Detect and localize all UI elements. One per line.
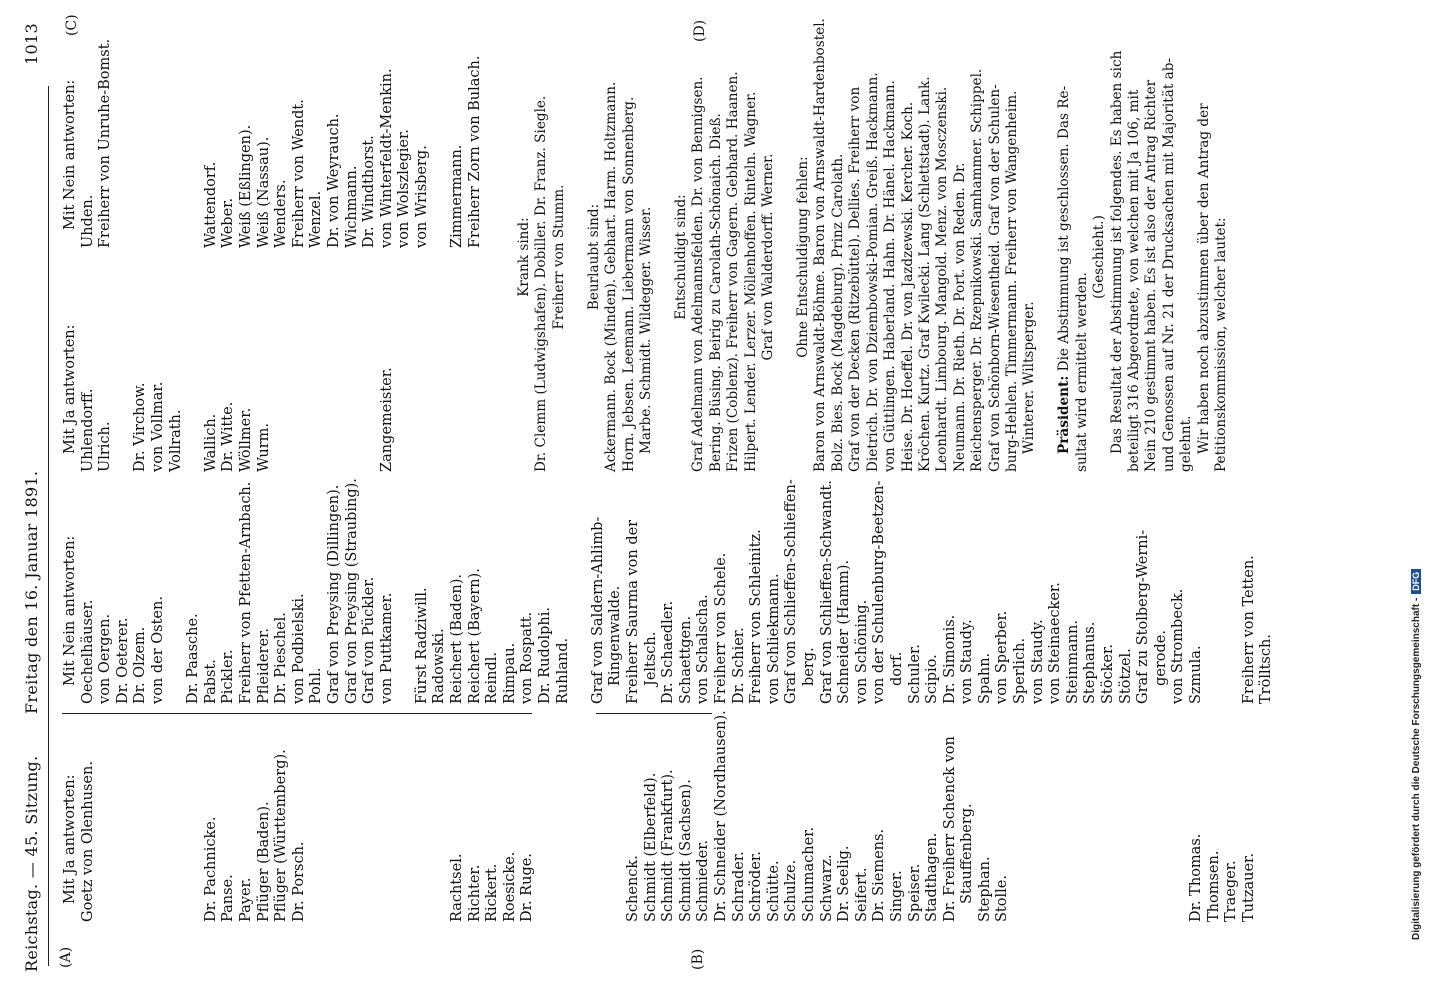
prose-line: Graf von Schönborn-Wiesentheid. Graf von der Schulen- [986, 84, 1003, 472]
name-line: Stadthagen. [924, 832, 941, 922]
prose-line: Das Resultat der Abstimmung ist folgendes. Es haben sich [1108, 50, 1125, 454]
name-line: Schaettgen. [677, 615, 694, 704]
prose-line: und Genossen auf Nr. 21 der Drucksachen mit Majorität ab- [1160, 58, 1177, 472]
name-line: Freiherr Saurma von der [625, 519, 641, 704]
geschieht-note: (Geschieht.) [1091, 215, 1108, 299]
name-line: Graf von Schlieffen-Schlieffen- [783, 479, 800, 704]
prose-line: Leonhardt. Limbourg. Mangold. Menz. von Mosczenski. [934, 86, 951, 472]
krank-heading: Krank sind: [516, 217, 532, 297]
name-line: von Schliekmann. [765, 573, 782, 704]
name-line: Schmidt (Elberfeld). [642, 772, 659, 922]
name-line: Pflüger (Baden). [255, 801, 272, 922]
margin-mark-d: (D) [692, 19, 708, 42]
digitization-footer [1411, 569, 1422, 940]
name-line: Szmula. [1188, 645, 1204, 704]
name-line: Freiherr von Pfetten-Arnbach. [237, 481, 254, 704]
prose-line: Kröchen. Kurtz. Graf Kwilecki. Lang (Schlettstadt). Lank. [916, 76, 933, 472]
name-line: Dr. Thomas. [1188, 833, 1204, 922]
name-line: Rickert. [484, 863, 501, 922]
name-line: Pflüger (Württemberg). [273, 749, 290, 922]
prose-line: sultat wird ermittelt werden. [1073, 272, 1090, 472]
name-line: Dr. Pieschel. [273, 612, 290, 704]
prose-line: Frizen (Coblenz). Freiherr von Gagern. Gebhard. Haanen. [725, 71, 742, 472]
name-line: Dr. Rudolphi. [537, 607, 554, 704]
column-1 [62, 710, 1258, 922]
prose-line: burg-Hehlen. Timmermann. Freiherr von Wangenheim. [1003, 90, 1020, 472]
name-line: Dr. Windthorst. [361, 135, 378, 248]
name-line: Stolle. [994, 875, 1011, 922]
name-line: Dr. Witte. [220, 401, 237, 472]
name-line: Dr. Simonis. [941, 614, 958, 704]
name-line: von Winterfeldt-Menkin. [378, 68, 395, 248]
name-line: Panse. [220, 874, 237, 922]
prose-line: Graf von Walderdorff. Werner. [760, 153, 777, 361]
prose-line: Petitionskommission, welcher lautet: [1213, 217, 1229, 472]
name-line: von Sperber. [994, 610, 1011, 704]
column-3-prose [516, 18, 1230, 472]
name-line: Radowski. [431, 628, 448, 704]
nein-heading: Mit Nein antworten: [62, 79, 78, 230]
prose-line: Dietrich. Dr. von Dziembowski-Pomian. Greiß. Hackmann. [864, 72, 881, 472]
prose-line: Heise. Dr. Hoeffel. Dr. von Jazdzewski. Kercher. Koch. [899, 101, 916, 472]
name-line: Payer. [237, 877, 254, 922]
name-line: von Strombeck. [1170, 588, 1187, 704]
name-line: Dr. Siemens. [871, 828, 888, 922]
name-line: Dr. Freiherr Schenck von [941, 736, 958, 922]
name-line: Freiherr Zorn von Bulach. [466, 55, 483, 248]
name-line: Schmidt (Sachsen). [677, 779, 694, 922]
name-line: Schuler. [906, 644, 923, 704]
beurlaubt-heading: Beurlaubt sind: [585, 203, 602, 311]
prose-line: Baron von Arnswaldt-Böhme. Baron von Arnswaldt-Hardenbostel. [812, 18, 829, 472]
name-line: Freiherr von Schleinitz. [748, 529, 765, 704]
name-line: Weiß (Nassau). [255, 136, 272, 248]
name-line: Schneider (Hamm). [836, 559, 853, 704]
name-line: von Staudy. [1029, 619, 1046, 704]
name-line: Oechelhäuser. [79, 599, 96, 704]
name-line: dorf. [888, 651, 905, 686]
name-line: Dr. Seelig. [836, 845, 853, 922]
name-line: Steinmann. [1064, 620, 1081, 704]
prose-line: Graf Adelmann von Adelmannsfelden. Dr. von Bennigsen. [690, 76, 707, 472]
prose-line: gelehnt. [1178, 415, 1195, 472]
name-line: Pickler. [220, 649, 237, 704]
name-line: Dr. Paasche. [185, 613, 202, 704]
dfg-logo: DFG [1411, 569, 1421, 594]
name-line: Dr. Schaedler. [660, 600, 677, 704]
name-line: Wattendorf. [202, 161, 219, 248]
name-line: Speiser. [906, 863, 923, 922]
name-line: Spahn. [976, 652, 993, 704]
name-line: Pfleiderer. [255, 628, 272, 704]
name-line: Graf von Preysing (Dillingen). [325, 484, 342, 704]
name-line: Dr. von Weyrauch. [325, 113, 342, 248]
name-line: Graf von Saldern-Ahlimb- [589, 516, 606, 704]
name-line: Schröder. [748, 851, 765, 922]
prose-line: Wir haben noch abzustimmen über den Antrag der [1195, 103, 1212, 454]
prose-line: Reichensperger. Dr. Rzepnikowski. Samhammer. Schippel. [969, 68, 986, 472]
column-divider-1 [62, 713, 532, 714]
name-line: Seifert. [853, 867, 870, 922]
name-line: von Schöning. [853, 599, 870, 704]
name-line: Weber. [220, 197, 237, 248]
name-line: Goetz von Olenhusen. [79, 761, 96, 922]
name-line: von Oergen. [97, 613, 114, 704]
name-line: Trölltsch. [1258, 634, 1275, 704]
prose-line: Horn. Jebsen. Leemann. Liebermann von Sonnenberg. [620, 96, 637, 472]
nein-heading: Mit Nein antworten: [62, 535, 78, 686]
name-line: Traeger. [1223, 860, 1240, 922]
name-line: Schumacher. [800, 826, 817, 922]
prose-line: Bolz. Bies. Bock (Magdeburg). Prinz Carolath. [829, 153, 846, 472]
praesident-line [1056, 42, 1073, 472]
name-line: Ringenwalde. [607, 585, 624, 686]
column-3a [62, 272, 431, 472]
name-line: Jeltsch. [642, 631, 659, 686]
margin-mark-c: (C) [64, 14, 80, 36]
name-line: Stötzel. [1117, 648, 1134, 704]
name-line: Dr. Ruge. [519, 853, 536, 922]
name-line: von der Osten. [149, 596, 166, 704]
name-line: von Podbielski. [290, 593, 307, 704]
name-line: Dr. Virchow. [132, 382, 149, 472]
name-line: Wöllmer. [237, 407, 254, 472]
name-line: Tutzauer. [1240, 853, 1257, 922]
name-line: Dr. Oeterer. [114, 617, 131, 704]
name-line: Freiherr von Tetten. [1240, 555, 1257, 704]
name-line: von Schalscha. [695, 594, 712, 704]
header-date: Freitag den 16. Januar 1891. [22, 470, 41, 714]
name-line: Pabst. [202, 659, 219, 704]
header-session: Reichstag. — 45. Sitzung. [22, 755, 41, 972]
name-line: von Vollmar. [149, 381, 166, 472]
name-line: Vollrath. [167, 409, 184, 472]
footer-text: Digitalisierung gefördert durch die Deutsche Forschungsgemeinschaft - [1411, 597, 1422, 940]
name-line: von Wrisberg. [413, 145, 430, 248]
name-line: Thomsen. [1205, 850, 1222, 922]
name-line: Ruhland. [554, 637, 571, 704]
prose-line: Die Abstimmung ist geschlossen. Das Re- [1056, 85, 1073, 372]
name-line: gerode. [1152, 630, 1169, 686]
ja-heading: Mit Ja antworten: [62, 774, 78, 904]
name-line: Schütte. [765, 860, 782, 922]
name-line: Roesicke. [501, 851, 518, 922]
prose-line: Winterer. Wiltsperger. [1021, 301, 1038, 454]
prose-line: Neumann. Dr. Rieth. Dr. Port. von Reden. Dr. [951, 162, 968, 472]
name-line: Uhden. [79, 194, 96, 248]
name-line: Rimpau. [501, 642, 518, 704]
name-line: Wichmann. [343, 165, 360, 248]
prose-line: Hilpert. Lender. Lerzer. Möllenhoffen. Rinteln. Wagner. [742, 91, 759, 472]
name-line: Dr. Olzem. [132, 626, 149, 704]
prose-line: Graf von der Decken (Ritzebüttel). Dellies. Freiherr von [847, 86, 864, 472]
prose-line: Bering. Büsing. Beirig zu Carolath-Schönaich. Dieß. [707, 113, 724, 472]
name-line: Ulrich. [97, 421, 114, 472]
name-line: Schmidt (Frankfurt). [660, 769, 677, 922]
column-divider-2 [596, 713, 712, 714]
name-line: Reichert (Baden). [449, 574, 466, 704]
column-3b [62, 38, 484, 248]
name-line: Wenders. [273, 179, 290, 248]
name-line: Singer. [888, 870, 905, 922]
name-line: von der Schulenburg-Beetzen- [871, 480, 888, 704]
name-line: Dr. Schneider (Nordhausen). [712, 710, 729, 922]
name-line: Freiherr von Wendt. [290, 99, 307, 248]
name-line: Zimmermann. [449, 144, 466, 248]
name-line: Scipio. [924, 654, 941, 704]
header-rule [48, 86, 49, 966]
praesident-label: Präsident: [1056, 375, 1073, 454]
name-line: Reichert (Bayern). [466, 568, 483, 704]
name-line: Sperlich. [1012, 637, 1029, 704]
name-line: Schwarz. [818, 854, 835, 922]
name-line: Dr. Porsch. [290, 841, 307, 922]
prose-line: beteiligt 316 Abgeordnete, von welchen mit Ja 106, mit [1125, 89, 1142, 472]
name-line: Weiß (Eßlingen). [237, 124, 254, 248]
name-line: Schrader. [730, 851, 747, 922]
name-line: Stauffenberg. [959, 803, 976, 904]
ja-heading: Mit Ja antworten: [62, 324, 78, 454]
name-line: Fürst Radziwill. [413, 587, 430, 704]
name-line: Stöcker. [1100, 644, 1117, 704]
name-line: Rachtsel. [449, 853, 466, 922]
entschuldigt-heading: Entschuldigt sind: [673, 194, 690, 320]
name-line: Graf von Preysing (Straubing). [343, 478, 360, 704]
column-2 [62, 478, 1276, 704]
ohne-heading: Ohne Entschuldigung fehlen: [795, 156, 812, 358]
header-page-number: 1013 [22, 23, 41, 65]
prose-line: Freiherr von Stumm. [550, 184, 567, 330]
name-line: von Rospatt. [519, 611, 536, 704]
name-line: Dr. Pachnicke. [202, 816, 219, 922]
name-line: Graf von Schlieffen-Schwandt. [818, 480, 835, 704]
prose-line: von Güttlingen. Haberland. Hahn. Dr. Hänel. Hackmann. [882, 80, 899, 472]
name-line: Schulze. [783, 859, 800, 922]
margin-mark-a: (A) [58, 946, 74, 968]
name-line: Stephanus. [1082, 621, 1099, 704]
name-line: von Wolszlegier. [396, 129, 413, 248]
prose-line: Ackermann. Bock (Minden). Gebhart. Harm. Holtzmann. [603, 81, 620, 472]
name-line: Zangemeister. [378, 367, 395, 472]
name-line: Reindl. [484, 651, 501, 704]
name-line: Uhlendorff. [79, 388, 96, 472]
name-line: Pohl. [308, 667, 325, 704]
margin-mark-b: (B) [690, 948, 706, 970]
name-line: Wenzel. [308, 190, 325, 248]
name-line: Richter. [466, 864, 483, 922]
prose-line: Nein 210 gestimmt haben. Es ist also der Antrag Richter [1143, 79, 1160, 472]
name-line: Stephan. [976, 856, 993, 922]
name-line: Wurm. [255, 423, 272, 472]
name-line: Wallich. [202, 413, 219, 472]
name-line: Freiherr von Schele. [712, 552, 729, 704]
name-line: von Puttkamer. [378, 592, 395, 704]
name-line: Graf von Pückler. [361, 576, 378, 704]
name-line: Freiherr von Unruhe-Bomst. [97, 38, 114, 248]
name-line: von Steinaecker. [1047, 582, 1064, 704]
prose-line: Marbe. Schmidt. Wildegger. Wisser. [638, 206, 655, 454]
name-line: Schmieder. [695, 839, 712, 922]
name-line: Schenck. [625, 855, 641, 922]
name-line: Dr. Schier. [730, 627, 747, 704]
name-line: berg. [800, 647, 817, 686]
name-line: von Staudy. [959, 619, 976, 704]
prose-line: Dr. Clemm (Ludwigshafen). Dobiller. Dr. Franz. Siegle. [533, 95, 550, 472]
name-line: Graf zu Stolberg-Werni- [1135, 529, 1152, 704]
